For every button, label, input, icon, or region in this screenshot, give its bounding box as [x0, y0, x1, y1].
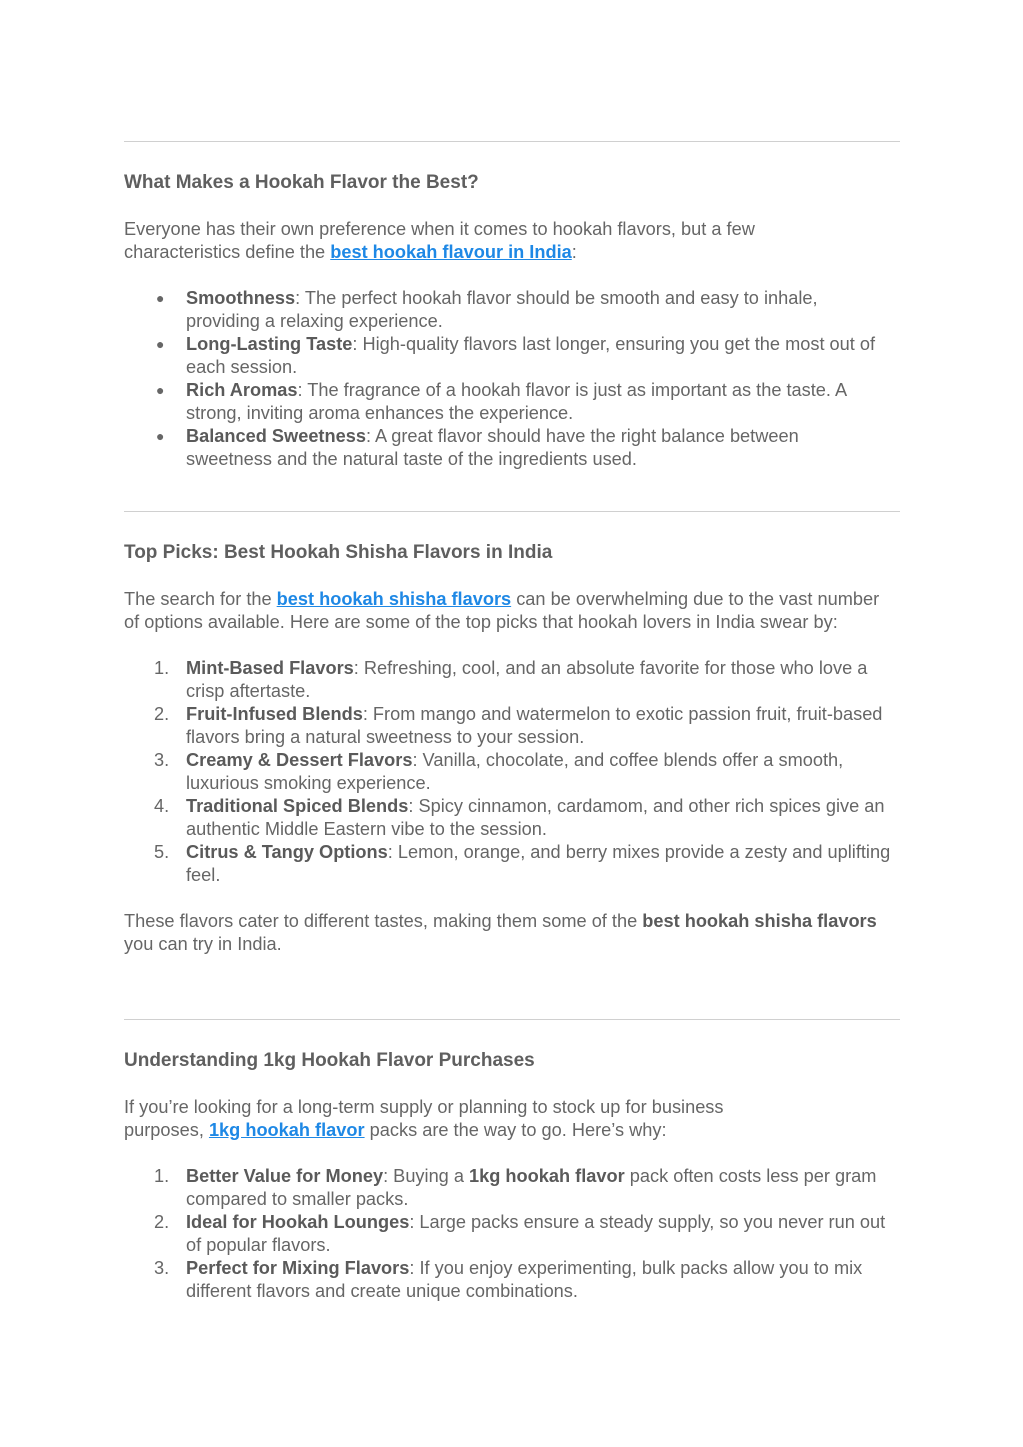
section-1kg-purchases — [124, 1049, 900, 1303]
section-heading: Top Picks: Best Hookah Shisha Flavors in India — [124, 542, 553, 563]
divider — [124, 511, 900, 512]
link-best-hookah-flavour-india[interactable]: best hookah flavour in India — [330, 242, 572, 262]
divider — [124, 141, 900, 142]
bullet-icon: ● — [156, 336, 165, 352]
list-number: 1. — [154, 1166, 170, 1186]
list-item: 1. Mint-Based Flavors: Refreshing, cool, and an absolute favorite for those who love a crisp aftertaste. — [154, 658, 868, 701]
section-heading: Understanding 1kg Hookah Flavor Purchases — [124, 1050, 535, 1071]
list-item: 1. Better Value for Money: Buying a 1kg hookah flavor pack often costs less per gram compared to smaller packs. — [154, 1166, 877, 1209]
list-item: 3. Perfect for Mixing Flavors: If you enjoy experimenting, bulk packs allow you to mix different flavors and create unique combinations. — [154, 1258, 863, 1301]
link-1kg-hookah-flavor[interactable]: 1kg hookah flavor — [208, 1120, 365, 1140]
divider — [124, 1019, 900, 1020]
list-number: 2. — [154, 704, 170, 724]
list-item: 3. Creamy & Dessert Flavors: Vanilla, chocolate, and coffee blends offer a smooth, luxurious smoking experience. — [154, 750, 844, 793]
list-item: 5. Citrus & Tangy Options: Lemon, orange, and berry mixes provide a zesty and uplifting feel. — [154, 842, 891, 885]
section-best-flavor — [124, 171, 900, 471]
section-intro: The search for the best hookah shisha flavors can be overwhelming due to the vast number of options available. Here are some of the top picks that hookah lovers in India swear by: — [124, 589, 880, 632]
bullet-icon: ● — [156, 290, 165, 306]
list-number: 3. — [154, 750, 170, 770]
reasons-list — [124, 1165, 900, 1303]
list-number: 5. — [154, 842, 170, 862]
list-number: 1. — [154, 658, 170, 678]
list-item: ● Smoothness: The perfect hookah flavor should be smooth and easy to inhale, providing a relaxing experience. — [156, 288, 818, 331]
section-top-picks — [124, 541, 900, 956]
list-item: 2. Fruit-Infused Blends: From mango and watermelon to exotic passion fruit, fruit-based flavors bring a natural sweetness to your session. — [154, 704, 883, 747]
list-item: 4. Traditional Spiced Blends: Spicy cinnamon, cardamom, and other rich spices give an authentic Middle Eastern vibe to the session. — [154, 796, 885, 839]
section-closing: These flavors cater to different tastes, making them some of the best hookah shisha flavors you can try in India. — [124, 911, 877, 954]
list-item: ● Balanced Sweetness: A great flavor should have the right balance between sweetness and the natural taste of the ingredients used. — [156, 426, 799, 469]
list-item: ● Long-Lasting Taste: High-quality flavors last longer, ensuring you get the most out of each session. — [156, 334, 876, 377]
list-item: 2. Ideal for Hookah Lounges: Large packs ensure a steady supply, so you never run out of popular flavors. — [154, 1212, 886, 1255]
list-number: 2. — [154, 1212, 170, 1232]
list-item: ● Rich Aromas: The fragrance of a hookah flavor is just as important as the taste. A strong, inviting aroma enhances the experience. — [156, 380, 847, 423]
list-number: 4. — [154, 796, 170, 816]
list-number: 3. — [154, 1258, 170, 1278]
bullet-icon: ● — [156, 428, 165, 444]
section-heading: What Makes a Hookah Flavor the Best? — [124, 172, 479, 193]
characteristics-list — [124, 287, 900, 471]
section-intro: Everyone has their own preference when it comes to hookah flavors, but a few characteristics define the best hookah flavour in India: — [124, 219, 755, 262]
link-best-hookah-shisha-flavors[interactable]: best hookah shisha flavors — [276, 589, 512, 609]
top-picks-list — [124, 657, 900, 887]
bullet-icon: ● — [156, 382, 165, 398]
section-intro: If you’re looking for a long-term supply or planning to stock up for business purposes, 1kg hookah flavor packs are the way to go. Here’s why: — [124, 1097, 724, 1140]
